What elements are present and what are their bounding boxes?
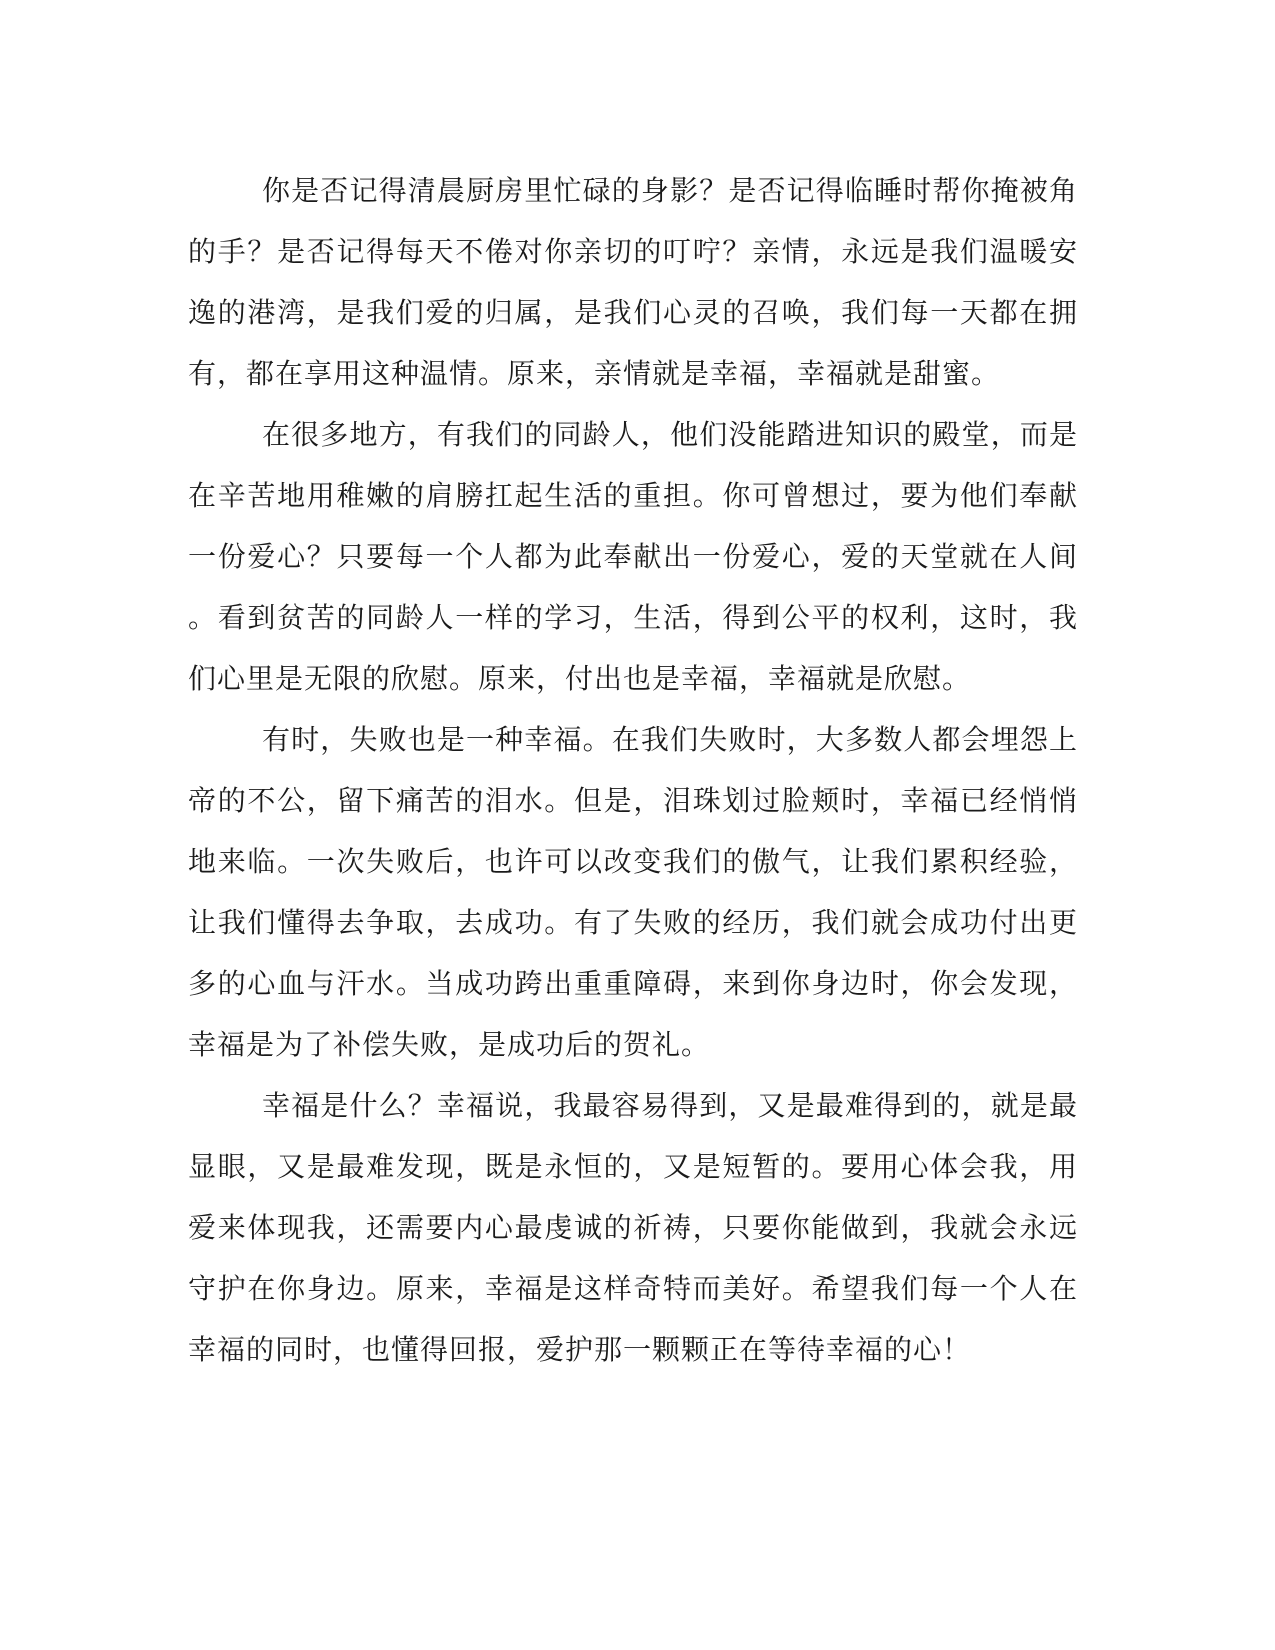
- paragraph-3-line-1: 有时，失败也是一种幸福。在我们失败时，大多数人都会埋怨上: [262, 723, 1078, 756]
- paragraph-3-line-3: 地来临。一次失败后，也许可以改变我们的傲气，让我们累积经验，: [188, 845, 1078, 878]
- paragraph-2-line-5: 们心里是无限的欣慰。原来，付出也是幸福，幸福就是欣慰。: [188, 662, 972, 695]
- paragraph-1-line-3: 逸的港湾，是我们爱的归属，是我们心灵的召唤，我们每一天都在拥: [188, 296, 1078, 329]
- paragraph-3-line-6: 幸福是为了补偿失败，是成功后的贺礼。: [188, 1028, 711, 1061]
- paragraph-2-line-3: 一份爱心？只要每一个人都为此奉献出一份爱心，爱的天堂就在人间: [188, 540, 1078, 573]
- paragraph-2-line-4: 。看到贫苦的同龄人一样的学习，生活，得到公平的权利，这时，我: [188, 601, 1078, 634]
- paragraph-3-line-4: 让我们懂得去争取，去成功。有了失败的经历，我们就会成功付出更: [188, 906, 1078, 939]
- paragraph-1-line-1: 你是否记得清晨厨房里忙碌的身影？是否记得临睡时帮你掩被角: [262, 174, 1078, 207]
- paragraph-2-line-1: 在很多地方，有我们的同龄人，他们没能踏进知识的殿堂，而是: [262, 418, 1078, 451]
- paragraph-4-line-4: 守护在你身边。原来，幸福是这样奇特而美好。希望我们每一个人在: [188, 1272, 1078, 1305]
- paragraph-3-line-2: 帝的不公，留下痛苦的泪水。但是，泪珠划过脸颊时，幸福已经悄悄: [188, 784, 1078, 817]
- paragraph-4-line-5: 幸福的同时，也懂得回报，爱护那一颗颗正在等待幸福的心！: [188, 1333, 972, 1366]
- paragraph-1-line-2: 的手？是否记得每天不倦对你亲切的叮咛？亲情，永远是我们温暖安: [188, 235, 1078, 268]
- document-body: [188, 160, 1078, 1380]
- paragraph-4-line-1: 幸福是什么？幸福说，我最容易得到，又是最难得到的，就是最: [262, 1089, 1078, 1122]
- paragraph-3-line-5: 多的心血与汗水。当成功跨出重重障碍，来到你身边时，你会发现，: [188, 967, 1078, 1000]
- paragraph-4-line-3: 爱来体现我，还需要内心最虔诚的祈祷，只要你能做到，我就会永远: [188, 1211, 1078, 1244]
- paragraph-2-line-2: 在辛苦地用稚嫩的肩膀扛起生活的重担。你可曾想过，要为他们奉献: [188, 479, 1078, 512]
- paragraph-1-line-4: 有，都在享用这种温情。原来，亲情就是幸福，幸福就是甜蜜。: [188, 357, 1001, 390]
- paragraph-4-line-2: 显眼，又是最难发现，既是永恒的，又是短暂的。要用心体会我，用: [188, 1150, 1078, 1183]
